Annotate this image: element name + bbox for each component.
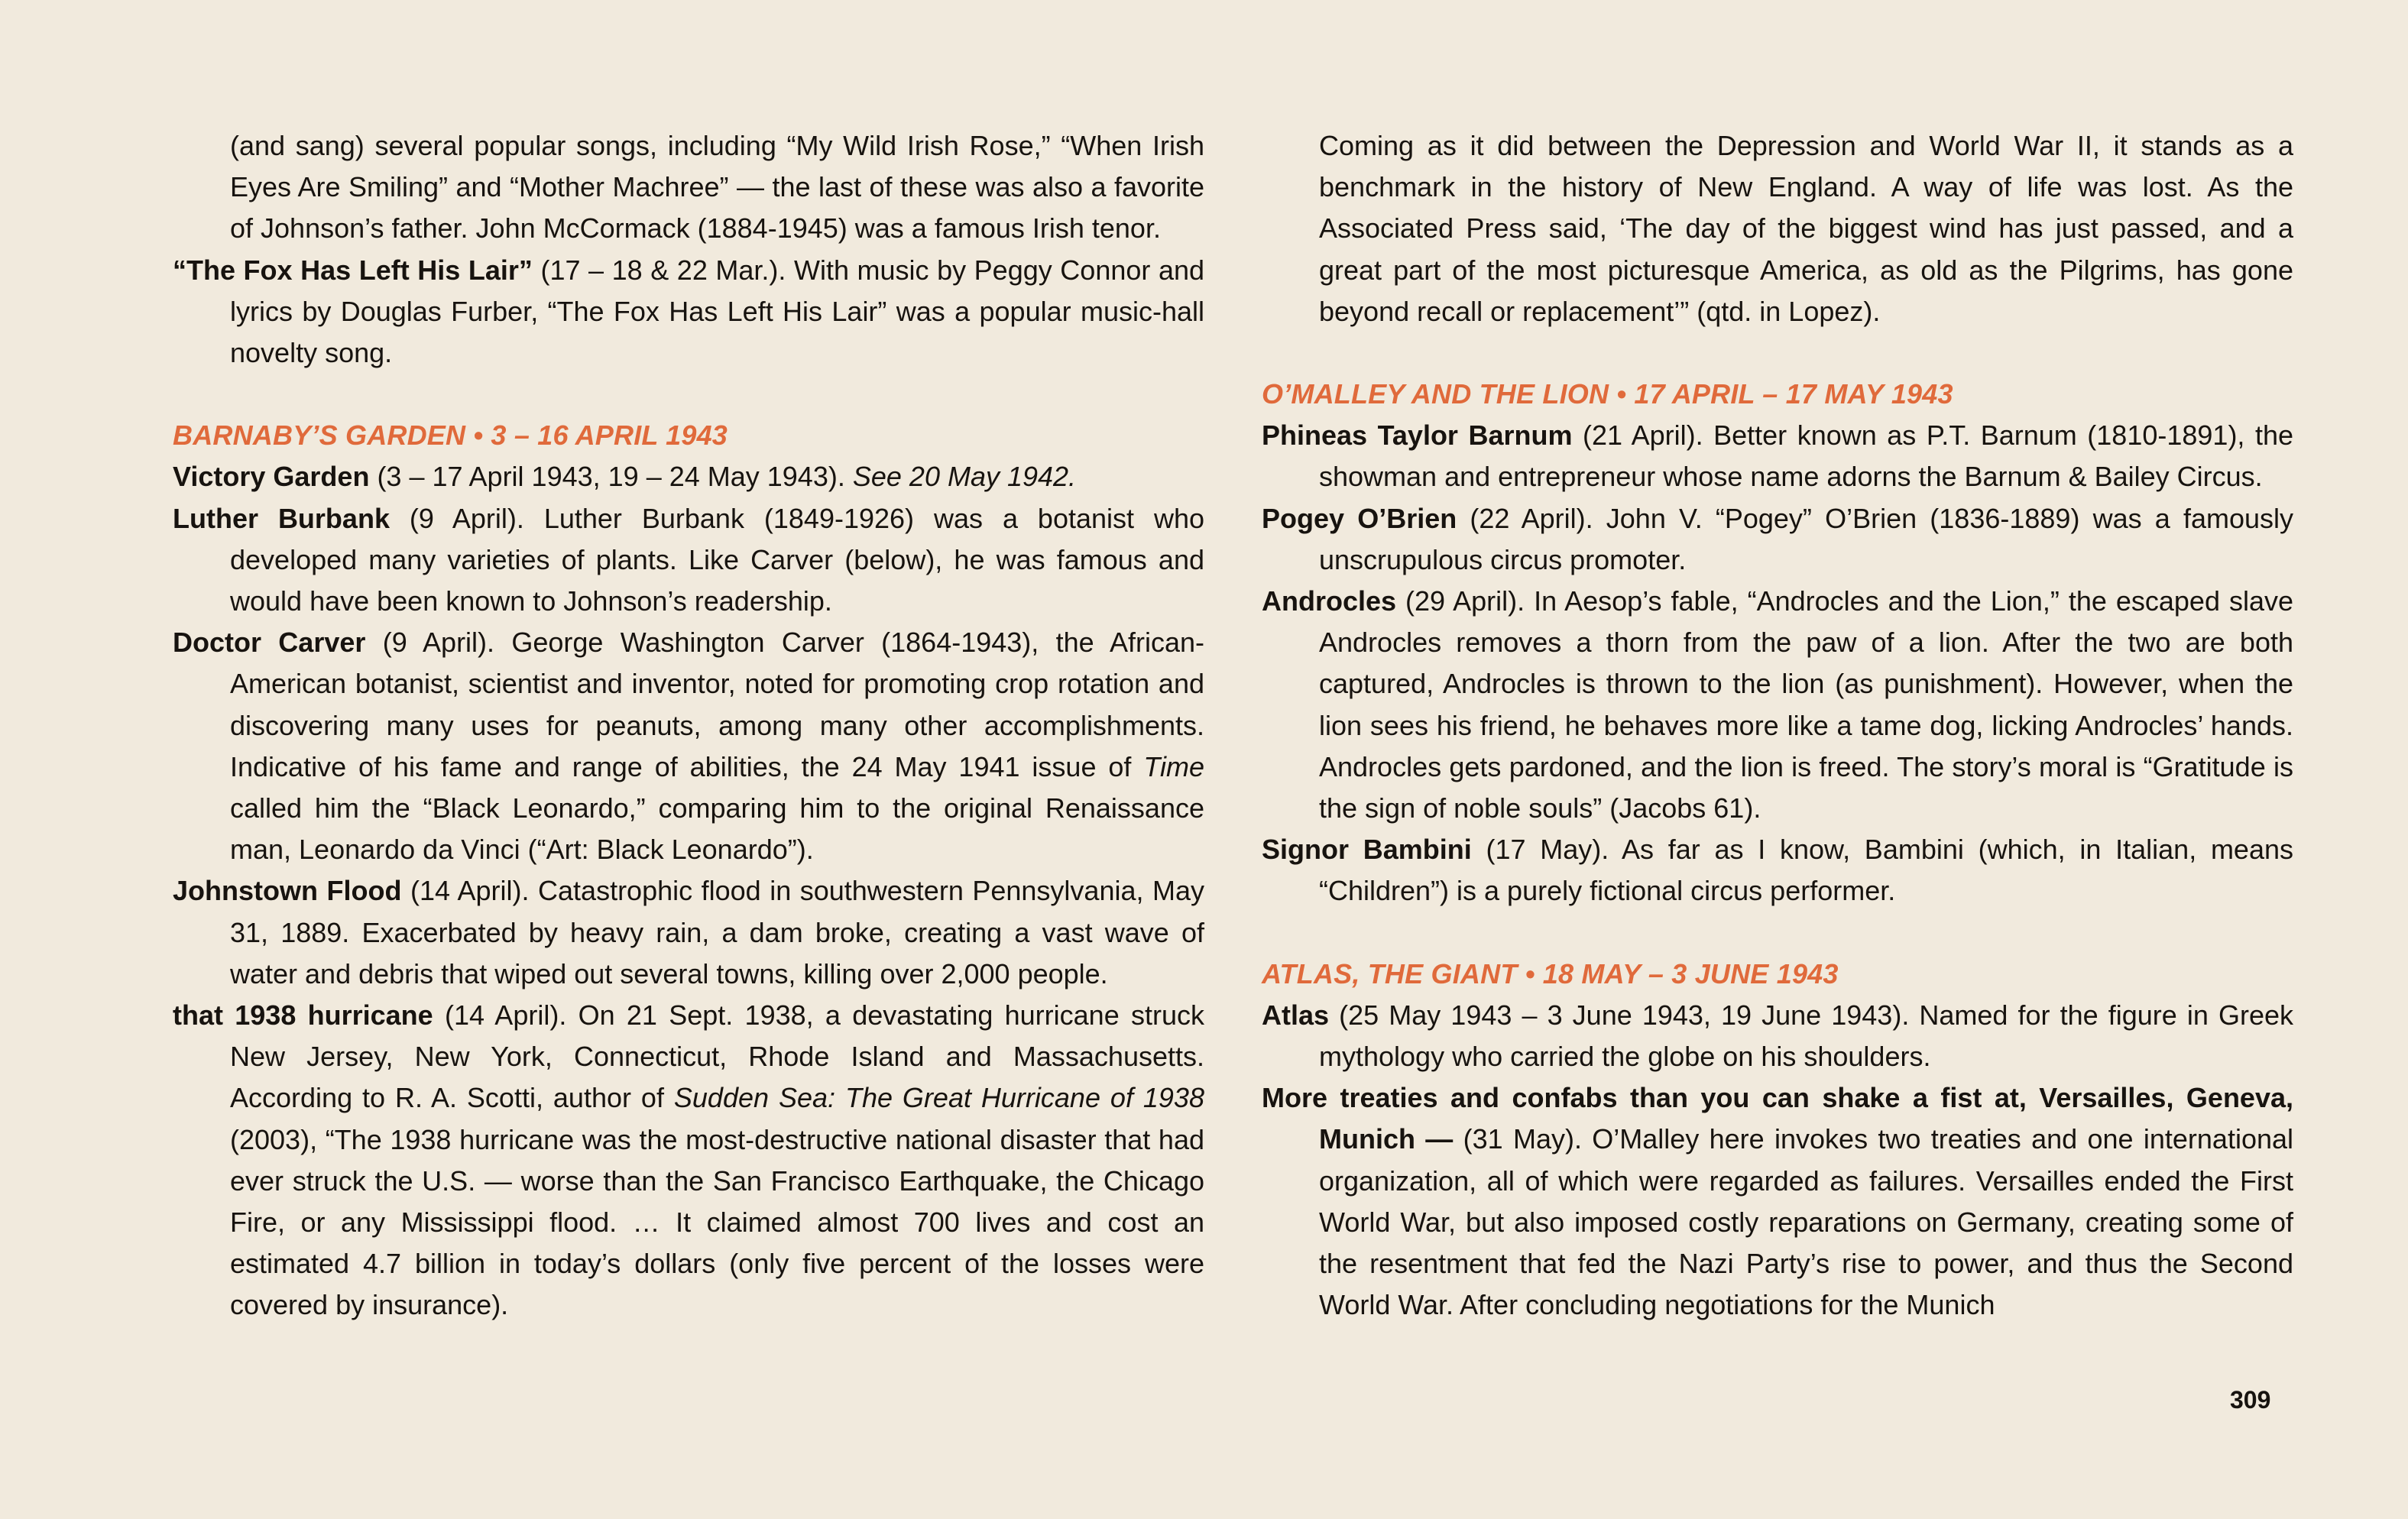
glossary-entry-androcles — [1262, 581, 2293, 829]
glossary-entry-fox — [173, 250, 1204, 374]
entry-term: Victory Garden — [173, 461, 370, 493]
glossary-entry-barnum — [1262, 415, 2293, 497]
glossary-entry-victory-garden — [173, 456, 1204, 497]
glossary-entry-johnstown-flood — [173, 870, 1204, 995]
entry-text: (2003), “The 1938 hurricane was the most-destructive national disaster that had ever struck the U.S. — worse than the San Francisco Earthquake, the Chicago Fire, or any Mississippi flood. … It claimed almost 700 lives and cost an estimated 4.7 billion in today’s dollars (only five percent of the losses were covered by insurance). — [230, 1123, 1204, 1321]
entry-text: (22 April). John V. “Pogey” O’Brien (1836-1889) was a famously unscrupulous circus promoter. — [1319, 502, 2294, 575]
left-column — [173, 125, 1204, 1326]
section-heading-barnabys-garden: BARNABY’S GARDEN • 3 – 16 APRIL 1943 — [173, 419, 728, 452]
entry-term: Signor Bambini — [1262, 834, 1472, 866]
entry-text: (9 April). Luther Burbank (1849-1926) was a botanist who developed many varieties of plants. Like Carver (below), he was famous and would have been known to Johnson’s readership. — [230, 502, 1204, 617]
entry-term: Pogey O’Brien — [1262, 502, 1457, 534]
page-number: 309 — [2230, 1386, 2271, 1414]
entry-text: (25 May 1943 – 3 June 1943, 19 June 1943). Named for the figure in Greek mythology who carried the globe on his shoulders. — [1319, 999, 2293, 1073]
glossary-entry-pogey-obrien — [1262, 498, 2293, 581]
entry-text: (29 April). In Aesop’s fable, “Androcles and the Lion,” the escaped slave Androcles removes a thorn from the paw of a lion. After the two are both captured, Androcles is thrown to the lion (as punishment). However, when the lion sees his friend, he behaves more like a tame dog, licking Androcles’ hands. Androcles gets pardoned, and the lion is freed. The story’s moral is “Gratitude is the sign of noble souls” (Jacobs 61). — [1319, 585, 2293, 824]
entry-term: Luther Burbank — [173, 502, 390, 534]
entry-term: More treaties and confabs than you can shake a fist at, Versailles, Geneva, Munich — — [1262, 1082, 2293, 1155]
glossary-entry-signor-bambini — [1262, 829, 2293, 912]
entry-text: (14 April). On 21 Sept. 1938, a devastating hurricane struck New Jersey, New York, Connecticut, Rhode Island and Massachusetts. According to R. A. Scotti, author of — [230, 999, 1205, 1114]
glossary-entry-1938-hurricane — [173, 995, 1204, 1326]
entry-term: that 1938 hurricane — [173, 999, 433, 1032]
glossary-entry-treaties — [1262, 1077, 2293, 1326]
entry-continuation: (and sang) several popular songs, including “My Wild Irish Rose,” “When Irish Eyes Are Smiling” and “Mother Machree” — the last of these was also a favorite of Johnson’s father. John McCormack (1884-1945) was a famous Irish tenor. — [230, 130, 1204, 245]
entry-term: Johnstown Flood — [173, 875, 402, 907]
glossary-entry-luther-burbank — [173, 498, 1204, 623]
entry-continuation: Coming as it did between the Depression and World War II, it stands as a benchmark in the history of New England. A way of life was lost. As the Associated Press said, ‘The day of the biggest wind has just passed, and a great part of the most picturesque America, as old as the Pilgrims, has gone beyond recall or replacement’” (qtd. in Lopez). — [1319, 130, 2293, 327]
entry-text: (17 May). As far as I know, Bambini (which, in Italian, means “Children”) is a purely fictional circus performer. — [1319, 834, 2293, 907]
entry-text: (21 April). Better known as P.T. Barnum (1810-1891), the showman and entrepreneur whose name adorns the Barnum & Bailey Circus. — [1319, 419, 2294, 493]
entry-term: Atlas — [1262, 999, 1330, 1031]
entry-term: Phineas Taylor Barnum — [1262, 419, 1573, 452]
glossary-entry-doctor-carver — [173, 622, 1204, 870]
section-heading-omalley-and-the-lion: O’MALLEY AND THE LION • 17 APRIL – 17 MAY 1943 — [1262, 378, 1953, 410]
right-column — [1262, 125, 2293, 1326]
entry-cross-reference: See 20 May 1942. — [852, 461, 1077, 493]
entry-italic-title: Time — [1143, 750, 1204, 782]
entry-text: (9 April). George Washington Carver (1864-1943), the African-American botanist, scientist and inventor, noted for promoting crop rotation and discovering many uses for peanuts, among many other accomplishments. Indicative of his fame and range of abilities, the 24 May 1941 issue of — [230, 627, 1204, 782]
entry-term: Doctor Carver — [173, 627, 366, 659]
section-heading-atlas-the-giant: ATLAS, THE GIANT • 18 MAY – 3 JUNE 1943 — [1262, 957, 1839, 989]
entry-text: (3 – 17 April 1943, 19 – 24 May 1943). — [369, 461, 853, 493]
entry-text: (31 May). O’Malley here invokes two treaties and one international organization, all of which were regarded as failures. Versailles ended the First World War, but also imposed costly reparations on Germany, creating some of the resentment that fed the Nazi Party’s rise to power, and thus the Second World War. After concluding negotiations for the Munich — [1319, 1123, 2294, 1321]
glossary-entry-atlas — [1262, 995, 2293, 1077]
entry-term: Androcles — [1262, 585, 1397, 617]
entry-text: (14 April). Catastrophic flood in southwestern Pennsylvania, May 31, 1889. Exacerbated by heavy rain, a dam broke, creating a vast wave of water and debris that wiped out several towns, killing over 2,000 people. — [230, 875, 1204, 989]
entry-term: “The Fox Has Left His Lair” — [173, 254, 533, 286]
entry-text: called him the “Black Leonardo,” comparing him to the original Renaissance man, Leonardo da Vinci (“Art: Black Leonardo”). — [230, 792, 1204, 866]
entry-text: (17 – 18 & 22 Mar.). With music by Peggy Connor and lyrics by Douglas Furber, “The Fox Has Left His Lair” was a popular music-hall novelty song. — [230, 254, 1205, 369]
entry-italic-title: Sudden Sea: The Great Hurricane of 1938 — [673, 1082, 1204, 1114]
